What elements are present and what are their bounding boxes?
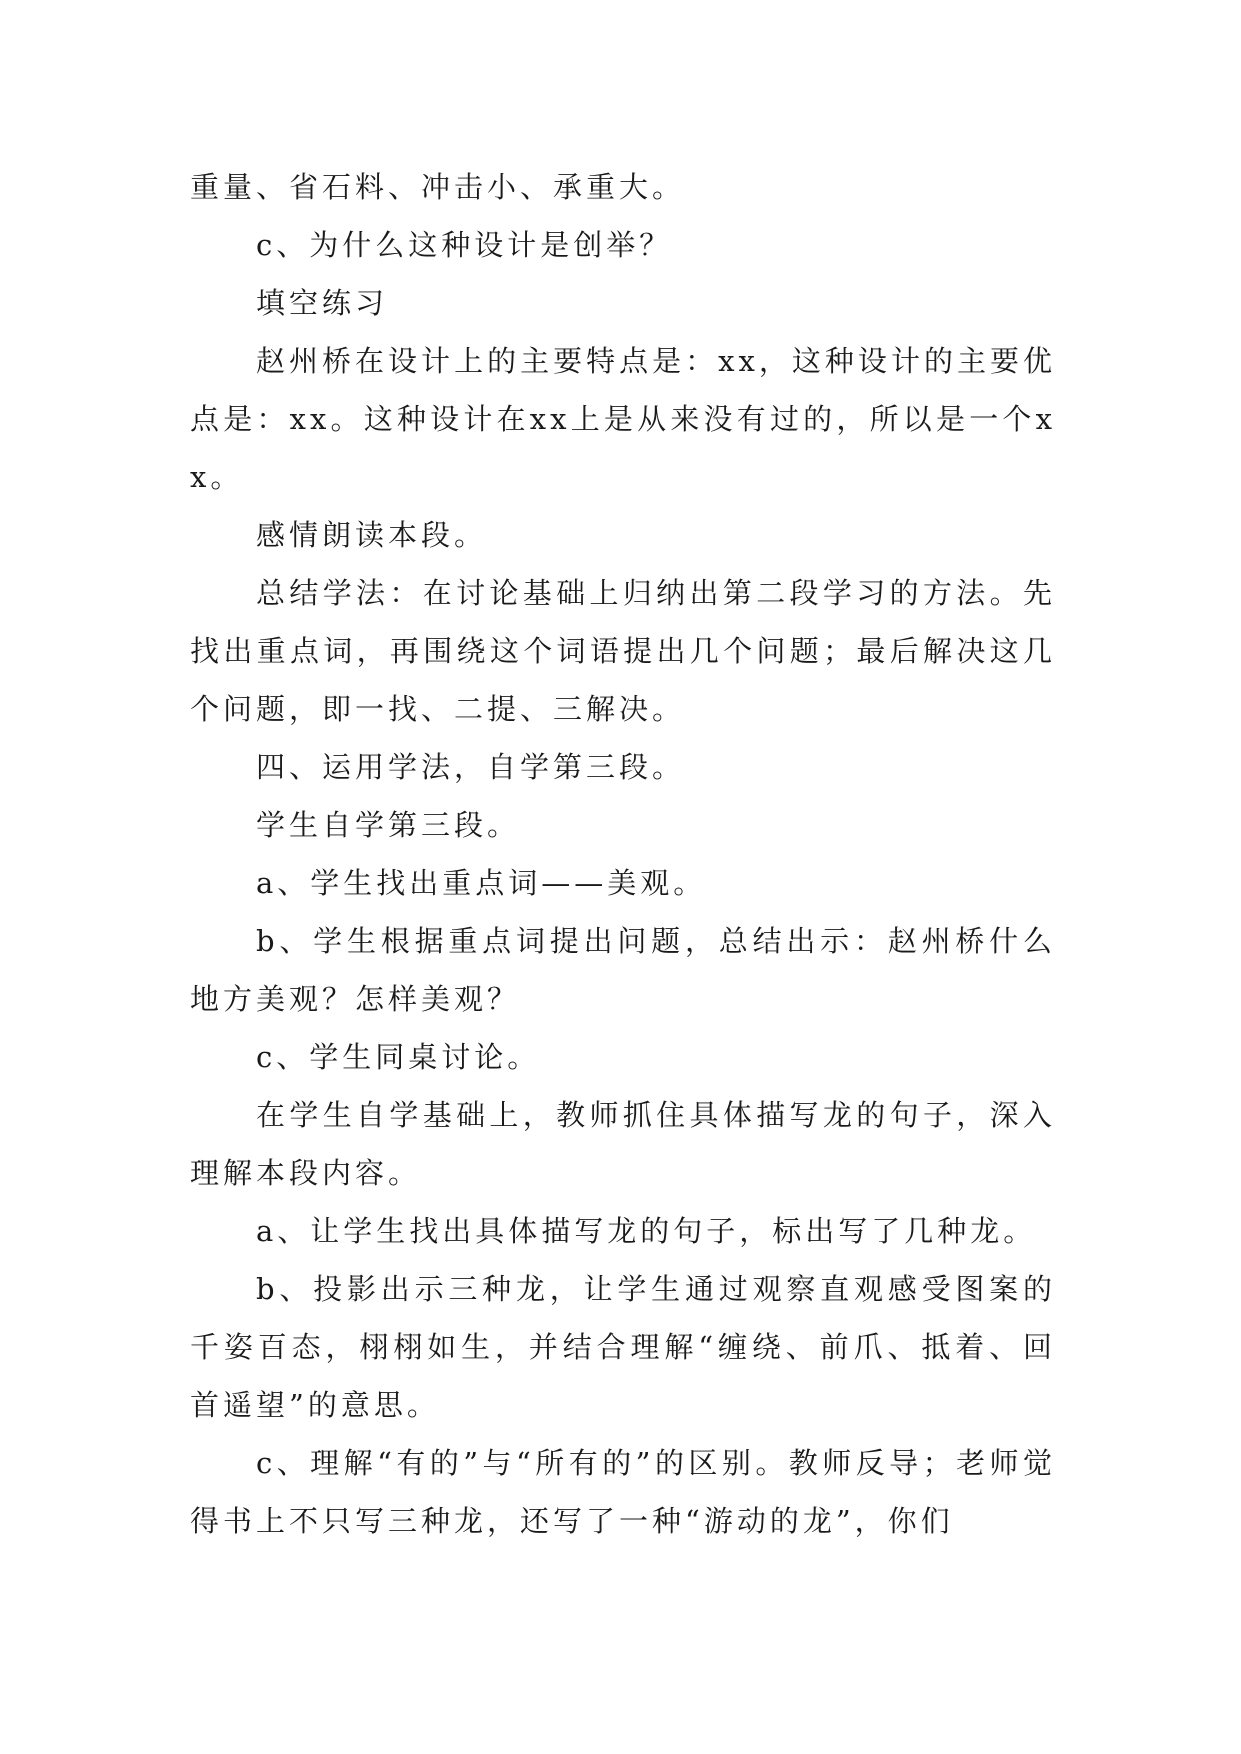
paragraph-10: b、学生根据重点词提出问题，总结出示：赵州桥什么地方美观？怎样美观？	[190, 924, 1056, 1016]
paragraph-8: 学生自学第三段。	[256, 808, 521, 842]
paragraph-2: c、为什么这种设计是创举？	[256, 228, 673, 262]
paragraph-9: a、学生找出重点词——美观。	[256, 866, 707, 900]
paragraph-13: a、让学生找出具体描写龙的句子，标出写了几种龙。	[256, 1214, 1037, 1248]
paragraph-4: 赵州桥在设计上的主要特点是：xx，这种设计的主要优点是：xx。这种设计在xx上是从来没有过的，所以是一个xx。	[190, 344, 1056, 494]
paragraph-1: 重量、省石料、冲击小、承重大。	[190, 170, 686, 204]
paragraph-14: b、投影出示三种龙，让学生通过观察直观感受图案的千姿百态，栩栩如生，并结合理解“缠绕、前爪、抵着、回首遥望”的意思。	[190, 1272, 1056, 1422]
document-page	[190, 158, 1056, 1550]
paragraph-15: c、理解“有的”与“所有的”的区别。教师反导；老师觉得书上不只写三种龙，还写了一种“游动的龙”，你们	[190, 1446, 1056, 1538]
paragraph-12: 在学生自学基础上，教师抓住具体描写龙的句子，深入理解本段内容。	[190, 1098, 1056, 1190]
paragraph-7: 四、运用学法，自学第三段。	[256, 750, 686, 784]
paragraph-6: 总结学法：在讨论基础上归纳出第二段学习的方法。先找出重点词，再围绕这个词语提出几个问题；最后解决这几个问题，即一找、二提、三解决。	[190, 576, 1056, 726]
paragraph-5: 感情朗读本段。	[256, 518, 488, 552]
paragraph-3: 填空练习	[256, 286, 389, 320]
paragraph-11: c、学生同桌讨论。	[256, 1040, 541, 1074]
